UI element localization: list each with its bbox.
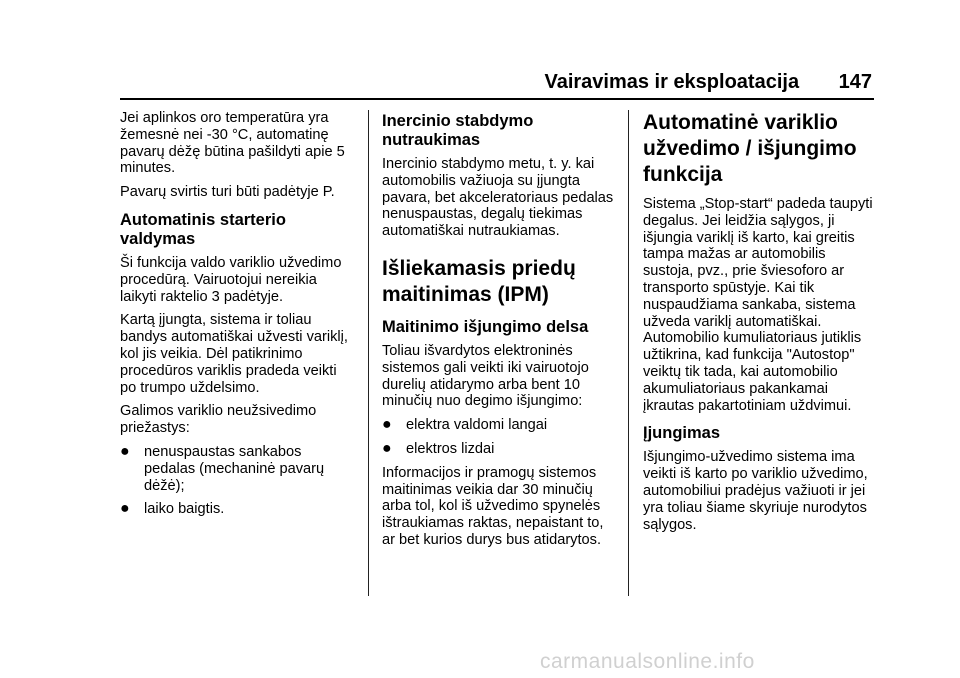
heading-ipm: Išliekamasis priedų maitinimas (IPM) bbox=[382, 256, 576, 306]
list-item bbox=[120, 444, 356, 494]
paragraph: Išjungimo-užvedimo sistema ima veikti iš karto po variklio užvedimo, automobiliui pradėjus važiuoti ir jei yra toliau šiame skyriuje nurodytos sąlygos. bbox=[643, 449, 868, 533]
subheading-starter-control: Automatinis starterio valdymas bbox=[120, 210, 286, 248]
paragraph: Galimos variklio neužsivedimo priežastys: bbox=[120, 403, 317, 437]
list-item-text: elektros lizdai bbox=[406, 440, 495, 457]
column-divider-left bbox=[368, 110, 369, 596]
list-item bbox=[120, 501, 356, 518]
list-item-text: elektra valdomi langai bbox=[406, 417, 548, 434]
bullet-icon: ● bbox=[382, 439, 392, 457]
watermark: carmanualsonline.info bbox=[540, 650, 755, 673]
paragraph: Inercinio stabdymo metu, t. y. kai automobilis važiuoja su įjungta pavara, bet akceleratoriaus pedalas nenuspaustas, degalų tiekimas automatiškai nutraukiamas. bbox=[382, 156, 614, 240]
section-title: Vairavimas ir eksploatacija bbox=[544, 71, 800, 93]
paragraph: Jei aplinkos oro temperatūra yra žemesnė nei -30 °C, automatinę pavarų dėžę būtina pašildyti apie 5 minutes. bbox=[120, 110, 345, 177]
subheading-power-delay: Maitinimo išjungimo delsa bbox=[382, 317, 589, 336]
list-item-text: nenuspaustas sankabos pedalas (mechaninė pavarų dėžė); bbox=[144, 443, 325, 494]
subheading-activation: Įjungimas bbox=[643, 424, 721, 443]
subheading-inertia-braking: Inercinio stabdymo nutraukimas bbox=[382, 112, 534, 149]
list-item-text: laiko baigtis. bbox=[144, 501, 225, 518]
column-middle bbox=[382, 110, 614, 556]
list-item bbox=[382, 417, 614, 434]
heading-stop-start: Automatinė variklio užvedimo / išjungimo funkcija bbox=[643, 111, 857, 186]
page-header bbox=[120, 70, 872, 94]
list-item bbox=[382, 441, 614, 458]
page-number: 147 bbox=[838, 71, 872, 93]
column-right bbox=[643, 110, 875, 540]
bullet-icon: ● bbox=[382, 416, 392, 434]
bullet-icon: ● bbox=[120, 500, 130, 518]
column-divider-right bbox=[628, 110, 629, 596]
column-left bbox=[120, 110, 356, 525]
paragraph: Toliau išvardytos elektroninės sistemos gali veikti iki vairuotojo durelių atidarymo arba bent 10 minučių nuo degimo išjungimo: bbox=[382, 342, 589, 410]
paragraph: Informacijos ir pramogų sistemos maitinimas veikia dar 30 minučių arba tol, kol iš užvedimo spynelės ištraukiamas raktas, nepaistant to, ar bet kurios durys bus atidarytos. bbox=[382, 464, 604, 548]
bullet-icon: ● bbox=[120, 442, 130, 460]
paragraph: Pavarų svirtis turi būti padėtyje P. bbox=[120, 184, 335, 201]
paragraph: Sistema „Stop-start“ padeda taupyti degalus. Jei leidžia sąlygos, ji išjungia variklį iš karto, kai greitis tampa mažas ar automobilis sustoja, pvz., prie šviesoforo ar transporto spūstyje. Kai tik nuspaudžiama sankaba, sistema užveda variklį automatiškai. Automobilio kumuliatoriaus jutiklis užtikrina, kad funkcija "Autostop" veiktų tik tada, kai automobilio akumuliatoriaus pakankamai įkrautas pakartotiniam uždvimui. bbox=[643, 196, 873, 414]
header-rule bbox=[120, 98, 874, 100]
paragraph: Kartą įjungta, sistema ir toliau bandys automatiškai užvesti variklį, kol jis veikia. Dėl patikrinimo procedūros variklis pradeda veikti po trumpo uždelsimo. bbox=[120, 312, 348, 396]
paragraph: Ši funkcija valdo variklio užvedimo procedūrą. Vairuotojui nereikia laikyti raktelio 3 padėtyje. bbox=[120, 254, 342, 305]
